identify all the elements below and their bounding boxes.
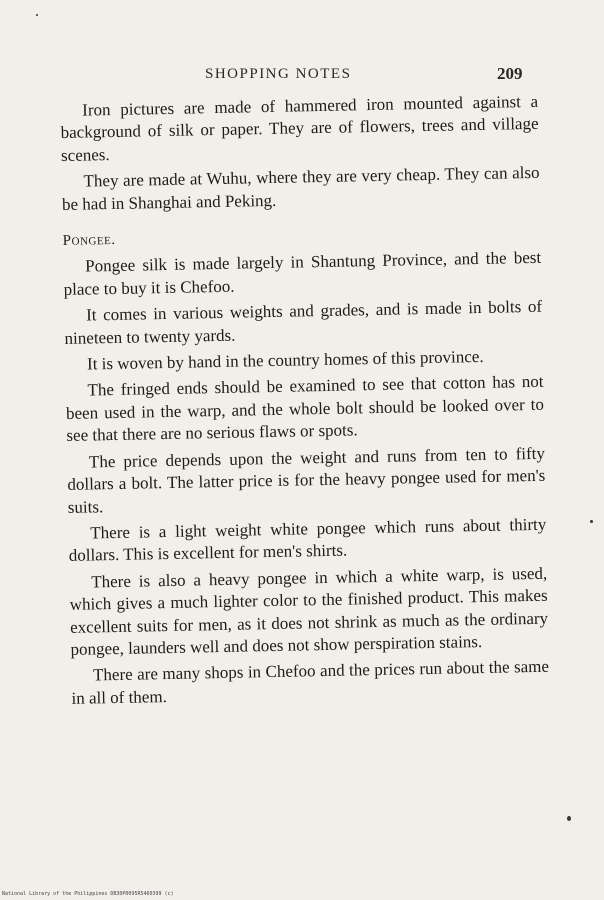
paragraph: There is also a heavy pongee in which a white warp, is used, which gives a much lighter color to the finished product. This makes excellent suits for men, as it does not shrink as much as the ordinary pongee, launders well and does not show perspiration stains.: [69, 563, 549, 659]
paragraph: They are made at Wuhu, where they are very cheap. They can also be had in Shanghai and Peking.: [61, 163, 540, 214]
page-header: [0, 66, 604, 90]
ink-speck: [567, 816, 571, 821]
ink-speck: [590, 520, 593, 523]
paragraph: Pongee silk is made largely in Shantung Province, and the best place to buy it is Chefoo.: [63, 248, 542, 299]
paragraph: The price depends upon the weight and runs from ten to fifty dollars a bolt. The latter price is for the heavy pongee used for men's suits.: [67, 443, 546, 517]
body-text: [60, 91, 550, 714]
paragraph: The fringed ends should be examined to see that cotton has not been used in the warp, and the whole bolt should be looked over to see that there are no serious flaws or spots.: [65, 372, 545, 446]
page-number: 209: [497, 64, 523, 83]
paragraph: There are many shops in Chefoo and the prices run about the same in all of them.: [71, 657, 550, 708]
section-heading: Pongee.: [62, 231, 116, 250]
running-head: SHOPPING NOTES: [205, 66, 352, 82]
paragraph: It is woven by hand in the country homes of this province.: [86, 346, 484, 374]
ink-speck: [36, 14, 38, 16]
paragraph: Iron pictures are made of hammered iron mounted against a background of silk or paper. They are of flowers, trees and village scenes.: [60, 91, 539, 165]
paragraph: It comes in various weights and grades, and is made in bolts of nineteen to twenty yards.: [64, 297, 543, 348]
paragraph: There is a light weight white pongee which runs about thirty dollars. This is excellent for men's shirts.: [68, 514, 547, 566]
scan-footer: National Library of the Philippines DB30P0095R5460399 (c): [2, 891, 174, 897]
